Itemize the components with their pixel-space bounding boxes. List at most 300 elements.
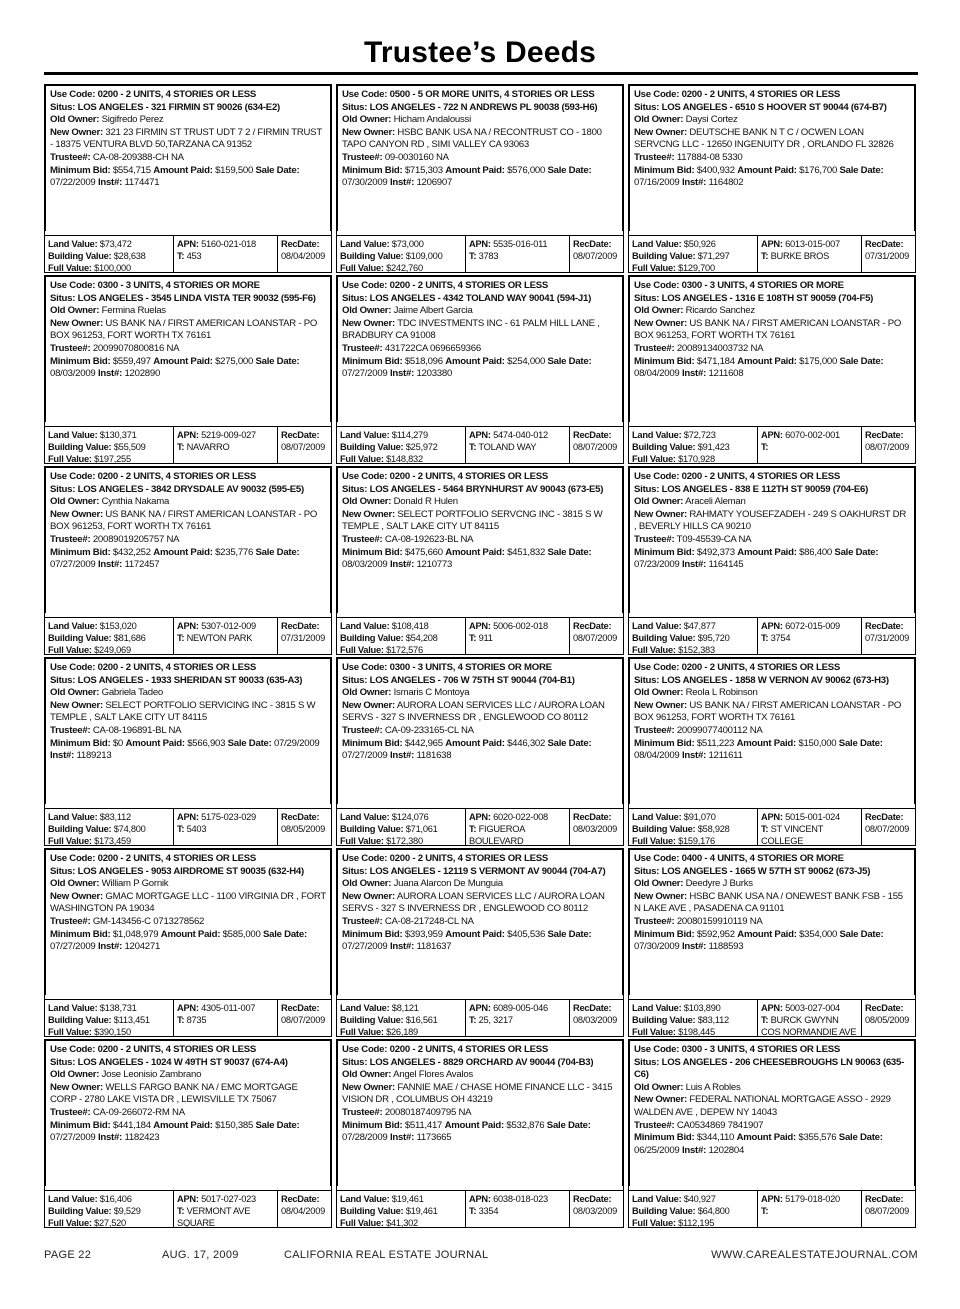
situs-value: LOS ANGELES - 4342 TOLAND WAY 90041 (594-J1) — [369, 292, 592, 304]
trustee-value: CA-09-233165-CL NA — [384, 724, 474, 736]
apn-column — [758, 618, 862, 655]
recdate-label: RecDate: — [573, 1003, 612, 1013]
old-owner-value: Reola L Robinson — [685, 687, 758, 699]
recdate-label: RecDate: — [281, 812, 320, 822]
new-owner-value: SELECT PORTFOLIO SERVICING INC - 3815 S W TEMPLE , SALT LAKE CITY UT 84115 — [50, 699, 316, 724]
amount-paid-value: $405,536 — [507, 928, 546, 940]
minimum-bid-value: $471,184 — [696, 355, 735, 367]
apn-value: 6072-015-009 — [785, 621, 840, 631]
record-card — [44, 848, 332, 1037]
sale-date-label: Sale Date: — [547, 737, 592, 749]
old-owner-value: Sigifredo Perez — [101, 114, 164, 126]
minimum-bid-value: $393,959 — [404, 928, 443, 940]
record-values-table — [629, 235, 915, 273]
full-value-value: $41,302 — [386, 1218, 418, 1228]
apn-value: 5474-040-012 — [493, 430, 548, 440]
apn-value: 5179-018-020 — [785, 1194, 840, 1204]
sale-date-label: Sale Date: — [834, 546, 879, 558]
footer-website[interactable]: WWW.CAREALESTATEJOURNAL.COM — [711, 1249, 918, 1261]
old-owner-label: Old Owner: — [50, 687, 100, 699]
tract-value: VERMONT AVE SQUARE — [177, 1206, 251, 1228]
full-value-label: Full Value: — [632, 1027, 676, 1037]
trustee-value: 20099077400112 NA — [676, 724, 763, 736]
recdate-label: RecDate: — [865, 812, 904, 822]
sale-date-value: 08/03/2009 — [50, 368, 96, 380]
old-owner-value: Ricardo Sanchez — [685, 305, 755, 317]
land-value-label: Land Value: — [340, 621, 390, 631]
use-code-label: Use Code: — [342, 89, 388, 100]
apn-label: APN: — [469, 1194, 491, 1204]
situs-value: LOS ANGELES - 6510 S HOOVER ST 90044 (674-B7) — [661, 101, 887, 113]
recdate-column — [862, 1191, 915, 1228]
new-owner-label: New Owner: — [342, 890, 395, 902]
trustee-value: 20080187409795 NA — [384, 1106, 472, 1118]
sale-date-value: 07/28/2009 — [342, 1132, 388, 1144]
minimum-bid-value: $492,373 — [696, 546, 735, 558]
recdate-value: 08/07/2009 — [573, 633, 618, 643]
recdate-column — [570, 618, 623, 655]
inst-value: 1181638 — [416, 750, 452, 762]
situs-label: Situs: — [50, 674, 76, 686]
sale-date-label: Sale Date: — [838, 1132, 883, 1144]
footer-date: AUG. 17, 2009 — [162, 1249, 239, 1261]
trustee-value: GM-143456-C 0713278562 — [92, 915, 205, 927]
apn-column — [174, 427, 278, 464]
page-footer — [44, 1249, 918, 1265]
values-column — [629, 1191, 758, 1228]
land-value-label: Land Value: — [48, 1194, 98, 1204]
building-value-label: Building Value: — [48, 1015, 112, 1025]
amount-paid-label: Amount Paid: — [445, 737, 505, 749]
land-value-value: $16,406 — [99, 1194, 132, 1204]
recdate-column — [278, 809, 331, 846]
use-code-label: Use Code: — [50, 853, 96, 864]
recdate-value: 08/04/2009 — [281, 1206, 326, 1216]
new-owner-label: New Owner: — [342, 1081, 395, 1093]
building-value-label: Building Value: — [48, 442, 112, 452]
new-owner-value: TDC INVESTMENTS INC - 61 PALM HILL LANE , BRADBURY CA 91008 — [342, 317, 600, 342]
record-description — [337, 276, 623, 422]
recdate-label: RecDate: — [573, 812, 612, 822]
use-code-label: Use Code: — [342, 471, 388, 482]
situs-value: LOS ANGELES - 9053 AIRDROME ST 90035 (632-H4) — [77, 865, 304, 877]
trustee-value: 20099070800816 NA — [92, 342, 180, 354]
land-value-label: Land Value: — [340, 239, 390, 249]
sale-date-label: Sale Date: — [546, 1119, 591, 1131]
old-owner-value: Daysi Cortez — [685, 114, 738, 126]
full-value-value: $148,832 — [386, 454, 423, 464]
amount-paid-label: Amount Paid: — [736, 737, 796, 749]
full-value-value: $197,255 — [94, 454, 131, 464]
recdate-value: 08/07/2009 — [573, 442, 618, 452]
inst-label: Inst#: — [389, 750, 415, 762]
full-value-value: $152,383 — [678, 645, 715, 655]
situs-label: Situs: — [50, 483, 76, 495]
use-code-value: 0200 - 2 UNITS, 4 STORIES OR LESS — [97, 471, 257, 482]
amount-paid-value: $235,776 — [215, 546, 254, 558]
record-values-table — [45, 1190, 331, 1228]
old-owner-value: Luis A Robles — [685, 1081, 741, 1093]
situs-value: LOS ANGELES - 206 CHEESEBROUGHS LN 90063 (635-C6) — [634, 1056, 905, 1081]
minimum-bid-label: Minimum Bid: — [50, 355, 111, 367]
tract-label: T: — [469, 1015, 477, 1025]
record-description — [337, 1040, 623, 1186]
land-value-value: $8,121 — [391, 1003, 419, 1013]
land-value-label: Land Value: — [632, 812, 682, 822]
old-owner-value: Jaime Albert Garcia — [393, 305, 473, 317]
tract-value: 3754 — [770, 633, 791, 643]
record-card — [44, 657, 332, 846]
building-value-label: Building Value: — [632, 824, 696, 834]
inst-label: Inst#: — [97, 559, 123, 571]
new-owner-label: New Owner: — [634, 317, 687, 329]
building-value-value: $81,686 — [113, 633, 146, 643]
minimum-bid-label: Minimum Bid: — [50, 164, 111, 176]
recdate-column — [862, 618, 915, 655]
apn-column — [466, 427, 570, 464]
values-column — [337, 618, 466, 655]
amount-paid-value: $354,000 — [799, 928, 838, 940]
minimum-bid-label: Minimum Bid: — [342, 737, 403, 749]
apn-value: 6038-018-023 — [493, 1194, 548, 1204]
tract-label: T: — [761, 1015, 769, 1025]
situs-label: Situs: — [634, 865, 660, 877]
values-column — [629, 618, 758, 655]
record-values-table — [337, 426, 623, 464]
full-value-value: $249,069 — [94, 645, 131, 655]
tract-label: T: — [177, 633, 185, 643]
values-column — [629, 427, 758, 464]
amount-paid-label: Amount Paid: — [737, 355, 797, 367]
old-owner-value: Deedyre J Burks — [685, 878, 753, 890]
apn-label: APN: — [469, 621, 491, 631]
values-column — [337, 1191, 466, 1228]
sale-date-label: Sale Date: — [547, 928, 592, 940]
inst-value: 1211608 — [708, 368, 744, 380]
new-owner-value: 321 23 FIRMIN ST TRUST UDT 7 2 / FIRMIN TRUST - 18375 VENTURA BLVD 50,TARZANA CA 91352 — [50, 126, 322, 151]
sale-date-label: Sale Date: — [255, 355, 300, 367]
sale-date-value: 07/27/2009 — [50, 559, 96, 571]
sale-date-value: 07/27/2009 — [342, 750, 388, 762]
apn-value: 5535-016-011 — [493, 239, 548, 249]
recdate-label: RecDate: — [865, 1003, 904, 1013]
record-card — [628, 466, 916, 655]
recdate-label: RecDate: — [573, 430, 612, 440]
use-code-label: Use Code: — [342, 1044, 388, 1055]
situs-value: LOS ANGELES - 1933 SHERIDAN ST 90033 (635-A3) — [77, 674, 303, 686]
land-value-value: $40,927 — [683, 1194, 716, 1204]
recdate-value: 07/31/2009 — [865, 251, 910, 261]
recdate-value: 08/07/2009 — [865, 824, 910, 834]
tract-value: 5403 — [186, 824, 207, 834]
apn-value: 5160-021-018 — [201, 239, 256, 249]
apn-label: APN: — [177, 621, 199, 631]
use-code-value: 0200 - 2 UNITS, 4 STORIES OR LESS — [97, 1044, 257, 1055]
values-column — [45, 809, 174, 846]
apn-column — [758, 1000, 862, 1037]
use-code-value: 0300 - 3 UNITS, 4 STORIES OR MORE — [97, 280, 260, 291]
building-value-value: $55,509 — [113, 442, 146, 452]
record-card — [336, 657, 624, 846]
amount-paid-value: $576,000 — [507, 164, 546, 176]
inst-value: 1181637 — [416, 941, 452, 953]
sale-date-label: Sale Date: — [263, 928, 307, 940]
building-value-value: $113,451 — [113, 1015, 150, 1025]
apn-column — [758, 427, 862, 464]
apn-value: 5003-027-004 — [785, 1003, 840, 1013]
minimum-bid-value: $559,497 — [112, 355, 151, 367]
trustee-value: 117884-08 5330 — [676, 151, 743, 163]
page-title: Trustee’s Deeds — [364, 36, 596, 69]
inst-value: 1203380 — [416, 368, 453, 380]
apn-label: APN: — [469, 430, 491, 440]
apn-column — [174, 1000, 278, 1037]
full-value-label: Full Value: — [340, 263, 384, 273]
recdate-label: RecDate: — [281, 1194, 320, 1204]
land-value-value: $108,418 — [391, 621, 429, 631]
old-owner-value: Ismaris C Montoya — [393, 687, 470, 699]
values-column — [45, 427, 174, 464]
situs-value: LOS ANGELES - 12119 S VERMONT AV 90044 (704-A7) — [369, 865, 606, 877]
full-value-label: Full Value: — [48, 454, 92, 464]
apn-column — [174, 618, 278, 655]
apn-column — [758, 1191, 862, 1228]
situs-value: LOS ANGELES - 5464 BRYNHURST AV 90043 (673-E5) — [369, 483, 604, 495]
tract-value: FIGUEROA BOULEVARD — [469, 824, 525, 846]
use-code-label: Use Code: — [50, 89, 96, 100]
apn-label: APN: — [177, 1194, 199, 1204]
recdate-column — [570, 1191, 623, 1228]
use-code-value: 0200 - 2 UNITS, 4 STORIES OR LESS — [681, 662, 841, 673]
land-value-label: Land Value: — [48, 812, 98, 822]
footer-publication: CALIFORNIA REAL ESTATE JOURNAL — [284, 1249, 489, 1261]
record-description — [337, 849, 623, 995]
new-owner-label: New Owner: — [634, 1094, 687, 1106]
new-owner-value: FANNIE MAE / CHASE HOME FINANCE LLC - 3415 VISION DR , COLUMBUS OH 43219 — [342, 1081, 613, 1106]
situs-label: Situs: — [342, 483, 368, 495]
trustee-value: CA-08-209388-CH NA — [92, 151, 184, 163]
sale-date-value: 07/16/2009 — [634, 177, 680, 189]
record-card — [628, 848, 916, 1037]
recdate-column — [570, 809, 623, 846]
old-owner-value: William P Gornik — [101, 878, 169, 890]
minimum-bid-label: Minimum Bid: — [50, 737, 111, 749]
old-owner-label: Old Owner: — [342, 1069, 392, 1081]
inst-value: 1164145 — [708, 559, 744, 571]
record-description — [629, 658, 915, 804]
land-value-label: Land Value: — [48, 239, 98, 249]
minimum-bid-label: Minimum Bid: — [342, 928, 403, 940]
recdate-value: 08/07/2009 — [281, 1015, 326, 1025]
tract-label: T: — [761, 1206, 769, 1216]
sale-date-label: Sale Date: — [255, 164, 300, 176]
record-description — [337, 658, 623, 804]
sale-date-value: 07/23/2009 — [634, 559, 680, 571]
tract-label: T: — [469, 1206, 477, 1216]
use-code-value: 0200 - 2 UNITS, 4 STORIES OR LESS — [389, 280, 549, 291]
amount-paid-label: Amount Paid: — [153, 1119, 213, 1131]
inst-label: Inst#: — [97, 368, 123, 380]
building-value-label: Building Value: — [340, 442, 404, 452]
inst-label: Inst#: — [681, 368, 707, 380]
tract-label: T: — [761, 633, 769, 643]
situs-label: Situs: — [634, 674, 660, 686]
trustee-label: Trustee#: — [342, 915, 383, 927]
recdate-column — [570, 236, 623, 273]
apn-label: APN: — [469, 1003, 491, 1013]
minimum-bid-value: $432,252 — [112, 546, 151, 558]
apn-column — [466, 809, 570, 846]
tract-value: BURCK GWYNN COS NORMANDIE AVE — [761, 1015, 857, 1037]
old-owner-label: Old Owner: — [634, 878, 684, 890]
minimum-bid-label: Minimum Bid: — [634, 928, 695, 940]
tract-value: 911 — [478, 633, 493, 643]
record-card — [44, 275, 332, 464]
apn-label: APN: — [761, 430, 783, 440]
record-description — [629, 85, 915, 231]
inst-label: Inst#: — [681, 1144, 707, 1156]
old-owner-label: Old Owner: — [634, 114, 684, 126]
amount-paid-label: Amount Paid: — [153, 546, 213, 558]
apn-label: APN: — [469, 239, 491, 249]
values-column — [337, 427, 466, 464]
minimum-bid-value: $442,965 — [404, 737, 443, 749]
new-owner-label: New Owner: — [634, 126, 687, 138]
inst-value: 1182423 — [124, 1132, 160, 1144]
recdate-label: RecDate: — [281, 239, 320, 249]
new-owner-value: SELECT PORTFOLIO SERVCNG INC - 3815 S W TEMPLE , SALT LAKE CITY UT 84115 — [342, 508, 603, 533]
building-value-label: Building Value: — [632, 1206, 696, 1216]
recdate-value: 08/03/2009 — [573, 1206, 618, 1216]
land-value-label: Land Value: — [632, 239, 682, 249]
tract-label: T: — [761, 442, 769, 452]
building-value-value: $19,461 — [405, 1206, 438, 1216]
recdate-label: RecDate: — [573, 239, 612, 249]
recdate-value: 07/31/2009 — [865, 633, 910, 643]
new-owner-label: New Owner: — [342, 126, 395, 138]
trustee-label: Trustee#: — [634, 342, 675, 354]
recdate-value: 08/05/2009 — [281, 824, 326, 834]
minimum-bid-label: Minimum Bid: — [634, 1132, 695, 1144]
full-value-value: $242,760 — [386, 263, 423, 273]
apn-column — [466, 1191, 570, 1228]
situs-label: Situs: — [634, 483, 660, 495]
tract-value: 453 — [186, 251, 202, 261]
new-owner-label: New Owner: — [50, 890, 103, 902]
land-value-value: $153,020 — [99, 621, 137, 631]
minimum-bid-label: Minimum Bid: — [634, 355, 695, 367]
recdate-column — [570, 427, 623, 464]
new-owner-label: New Owner: — [634, 699, 687, 711]
minimum-bid-value: $441,184 — [112, 1119, 151, 1131]
land-value-value: $124,076 — [391, 812, 429, 822]
apn-column — [174, 236, 278, 273]
full-value-value: $173,459 — [94, 836, 131, 846]
new-owner-label: New Owner: — [634, 508, 687, 520]
amount-paid-label: Amount Paid: — [737, 164, 797, 176]
new-owner-value: AURORA LOAN SERVICES LLC / AURORA LOAN SERVS - 327 S INVERNESS DR , ENGLEWOOD CO 80112 — [342, 699, 605, 724]
building-value-label: Building Value: — [48, 1206, 112, 1216]
trustee-value: 09-0030160 NA — [384, 151, 449, 163]
trustee-label: Trustee#: — [342, 151, 383, 163]
record-values-table — [45, 617, 331, 655]
old-owner-label: Old Owner: — [634, 687, 684, 699]
situs-label: Situs: — [50, 101, 76, 113]
amount-paid-value: $355,576 — [798, 1132, 837, 1144]
full-value-label: Full Value: — [340, 1218, 384, 1228]
record-values-table — [337, 1190, 623, 1228]
record-card — [336, 466, 624, 655]
record-description — [45, 276, 331, 422]
situs-value: LOS ANGELES - 1316 E 108TH ST 90059 (704-F5) — [661, 292, 874, 304]
full-value-label: Full Value: — [632, 836, 676, 846]
situs-label: Situs: — [50, 292, 76, 304]
old-owner-value: Juana Alarcon De Munguia — [393, 878, 503, 890]
land-value-value: $138,731 — [99, 1003, 137, 1013]
use-code-label: Use Code: — [342, 280, 388, 291]
minimum-bid-label: Minimum Bid: — [342, 1119, 403, 1131]
minimum-bid-label: Minimum Bid: — [634, 546, 695, 558]
use-code-value: 0200 - 2 UNITS, 4 STORIES OR LESS — [389, 853, 549, 864]
tract-label: T: — [177, 1015, 185, 1025]
record-card — [336, 275, 624, 464]
record-values-table — [45, 999, 331, 1037]
apn-value: 5015-001-024 — [785, 812, 840, 822]
values-column — [337, 809, 466, 846]
full-value-value: $100,000 — [94, 263, 131, 273]
amount-paid-label: Amount Paid: — [445, 355, 505, 367]
record-values-table — [629, 426, 915, 464]
old-owner-label: Old Owner: — [342, 305, 392, 317]
apn-column — [174, 809, 278, 846]
old-owner-value: Gabriela Tadeo — [101, 687, 164, 699]
amount-paid-label: Amount Paid: — [153, 355, 213, 367]
values-column — [629, 809, 758, 846]
building-value-label: Building Value: — [48, 251, 112, 261]
land-value-value: $19,461 — [391, 1194, 424, 1204]
building-value-value: $109,000 — [405, 251, 443, 261]
apn-column — [174, 1191, 278, 1228]
full-value-label: Full Value: — [48, 263, 92, 273]
old-owner-value: Hicham Andaloussi — [393, 114, 471, 126]
building-value-value: $58,928 — [697, 824, 730, 834]
inst-label: Inst#: — [50, 750, 75, 762]
minimum-bid-label: Minimum Bid: — [342, 546, 403, 558]
minimum-bid-value: $554,715 — [112, 164, 151, 176]
inst-label: Inst#: — [681, 559, 707, 571]
use-code-value: 0200 - 2 UNITS, 4 STORIES OR LESS — [681, 471, 841, 482]
apn-value: 5307-012-009 — [201, 621, 256, 631]
apn-label: APN: — [469, 812, 491, 822]
sale-date-value: 08/04/2009 — [634, 368, 680, 380]
recdate-value: 08/07/2009 — [865, 442, 910, 452]
values-column — [45, 1191, 174, 1228]
land-value-label: Land Value: — [340, 812, 390, 822]
building-value-label: Building Value: — [340, 1015, 404, 1025]
inst-label: Inst#: — [97, 177, 123, 189]
minimum-bid-value: $400,932 — [696, 164, 735, 176]
new-owner-value: US BANK NA / FIRST AMERICAN LOANSTAR - PO BOX 961253, FORT WORTH TX 76161 — [50, 508, 318, 533]
full-value-label: Full Value: — [340, 1027, 384, 1037]
apn-value: 5175-023-029 — [201, 812, 256, 822]
old-owner-label: Old Owner: — [50, 305, 100, 317]
use-code-value: 0200 - 2 UNITS, 4 STORIES OR LESS — [97, 853, 257, 864]
trustee-label: Trustee#: — [634, 1119, 675, 1131]
apn-column — [466, 236, 570, 273]
trustee-label: Trustee#: — [634, 151, 675, 163]
minimum-bid-value: $0 — [112, 737, 124, 749]
situs-value: LOS ANGELES - 3842 DRYSDALE AV 90032 (595-E5) — [77, 483, 304, 495]
